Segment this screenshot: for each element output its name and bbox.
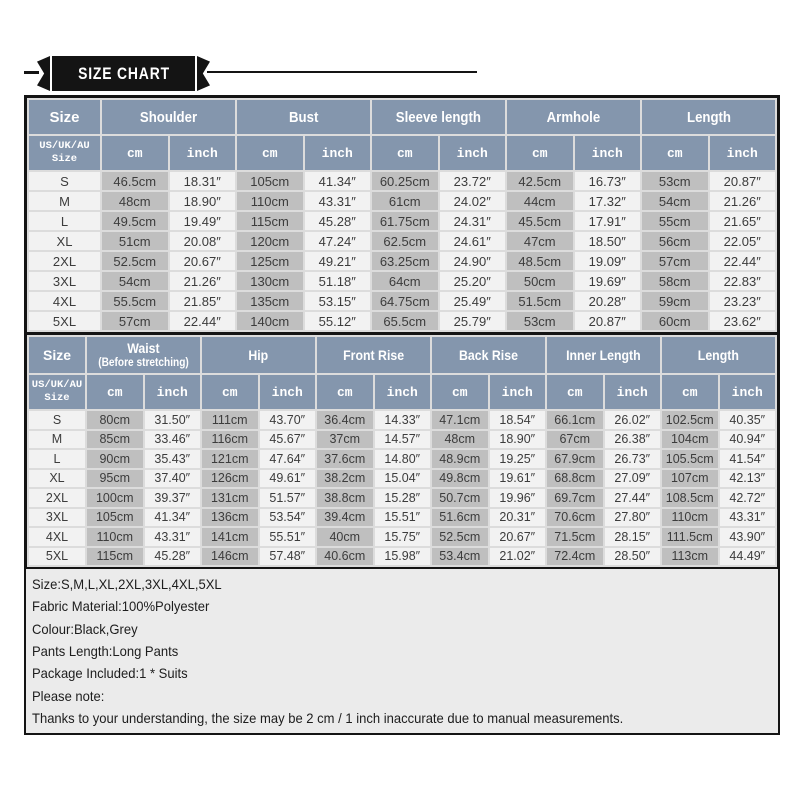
inch-value-cell: 15.98″ [375, 548, 431, 566]
inch-value-cell: 42.13″ [720, 470, 776, 488]
cm-value-cell: 48cm [102, 192, 168, 210]
inch-value-cell: 15.75″ [375, 528, 431, 546]
cm-value-cell: 102.5cm [662, 411, 718, 429]
inch-value-cell: 18.31″ [170, 172, 236, 190]
inch-value-cell: 39.37″ [145, 489, 201, 507]
size-row [29, 212, 775, 230]
size-row [29, 431, 775, 449]
cm-value-cell: 67.9cm [547, 450, 603, 468]
group-header-label: Armhole [546, 108, 601, 126]
inch-value-cell: 33.46″ [145, 431, 201, 449]
notes-panel [24, 567, 780, 735]
inch-value-cell: 20.28″ [575, 292, 641, 310]
unit-cm-header: cm [102, 136, 168, 170]
group-header [547, 337, 660, 373]
inch-value-cell: 19.61″ [490, 470, 546, 488]
unit-cm-header: cm [87, 375, 143, 409]
cm-value-cell: 38.2cm [317, 470, 373, 488]
cm-value-cell: 115cm [87, 548, 143, 566]
group-header [507, 100, 640, 134]
banner-title: SIZE CHART [77, 63, 170, 83]
inch-value-cell: 28.15″ [605, 528, 661, 546]
cm-value-cell: 50cm [507, 272, 573, 290]
inch-value-cell: 43.90″ [720, 528, 776, 546]
inch-value-cell: 27.09″ [605, 470, 661, 488]
size-row [29, 232, 775, 250]
cm-value-cell: 51.6cm [432, 509, 488, 527]
cm-value-cell: 55.5cm [102, 292, 168, 310]
group-header-label: Length [686, 108, 731, 126]
header-units-row [29, 375, 775, 409]
cm-value-cell: 105cm [237, 172, 303, 190]
inch-value-cell: 43.70″ [260, 411, 316, 429]
cm-value-cell: 60cm [642, 312, 708, 330]
cm-value-cell: 69.7cm [547, 489, 603, 507]
inch-value-cell: 26.73″ [605, 450, 661, 468]
cm-value-cell: 66.1cm [547, 411, 603, 429]
size-row [29, 172, 775, 190]
size-row [29, 528, 775, 546]
size-cell: 4XL [29, 292, 100, 310]
inch-value-cell: 55.51″ [260, 528, 316, 546]
inch-value-cell: 18.90″ [490, 431, 546, 449]
inch-value-cell: 19.09″ [575, 252, 641, 270]
cm-value-cell: 140cm [237, 312, 303, 330]
inch-value-cell: 31.50″ [145, 411, 201, 429]
inch-value-cell: 45.28″ [145, 548, 201, 566]
inch-value-cell: 22.83″ [710, 272, 776, 290]
unit-cm-header: cm [202, 375, 258, 409]
cm-value-cell: 111.5cm [662, 528, 718, 546]
group-header-label: Front Rise [343, 347, 404, 363]
inch-value-cell: 18.50″ [575, 232, 641, 250]
inch-value-cell: 19.96″ [490, 489, 546, 507]
cm-value-cell: 53cm [642, 172, 708, 190]
cm-value-cell: 53.4cm [432, 548, 488, 566]
inch-value-cell: 51.18″ [305, 272, 371, 290]
size-cell: M [29, 192, 100, 210]
size-cell: S [29, 411, 85, 429]
size-cell: XL [29, 232, 100, 250]
cm-value-cell: 56cm [642, 232, 708, 250]
cm-value-cell: 51cm [102, 232, 168, 250]
inch-value-cell: 53.54″ [260, 509, 316, 527]
cm-value-cell: 136cm [202, 509, 258, 527]
unit-inch-header: inch [720, 375, 776, 409]
banner-rule-line [207, 71, 477, 73]
cm-value-cell: 51.5cm [507, 292, 573, 310]
inch-value-cell: 23.23″ [710, 292, 776, 310]
inch-value-cell: 16.73″ [575, 172, 641, 190]
inch-value-cell: 40.94″ [720, 431, 776, 449]
group-header-sublabel: (Before stretching) [98, 356, 189, 369]
cm-value-cell: 50.7cm [432, 489, 488, 507]
size-standard-line1: US/UK/AU [31, 378, 83, 391]
group-header [432, 337, 545, 373]
cm-value-cell: 130cm [237, 272, 303, 290]
inch-value-cell: 43.31″ [145, 528, 201, 546]
group-header [202, 337, 315, 373]
inch-value-cell: 17.32″ [575, 192, 641, 210]
cm-value-cell: 48.9cm [432, 450, 488, 468]
size-chart-ribbon [52, 56, 195, 91]
note-line: Fabric Material:100%Polyester [32, 598, 210, 615]
cm-value-cell: 125cm [237, 252, 303, 270]
inch-value-cell: 24.02″ [440, 192, 506, 210]
inch-value-cell: 24.61″ [440, 232, 506, 250]
inch-value-cell: 20.08″ [170, 232, 236, 250]
size-standard-line2: Size [44, 392, 70, 404]
inch-value-cell: 45.67″ [260, 431, 316, 449]
unit-inch-header: inch [710, 136, 776, 170]
cm-value-cell: 115cm [237, 212, 303, 230]
inch-value-cell: 43.31″ [305, 192, 371, 210]
size-cell: 2XL [29, 489, 85, 507]
inch-value-cell: 20.31″ [490, 509, 546, 527]
cm-value-cell: 65.5cm [372, 312, 438, 330]
inch-value-cell: 14.80″ [375, 450, 431, 468]
inch-value-cell: 24.31″ [440, 212, 506, 230]
inch-value-cell: 41.34″ [305, 172, 371, 190]
cm-value-cell: 70.6cm [547, 509, 603, 527]
group-header [237, 100, 370, 134]
table-header [29, 100, 775, 170]
header-group-row [29, 337, 775, 373]
size-standard-line2: Size [51, 153, 78, 165]
cm-value-cell: 121cm [202, 450, 258, 468]
inch-value-cell: 43.31″ [720, 509, 776, 527]
cm-value-cell: 85cm [87, 431, 143, 449]
unit-cm-header: cm [547, 375, 603, 409]
unit-cm-header: cm [642, 136, 708, 170]
note-line: Pants Length:Long Pants [32, 642, 179, 659]
inch-value-cell: 25.20″ [440, 272, 506, 290]
group-header [87, 337, 200, 373]
inch-value-cell: 41.54″ [720, 450, 776, 468]
cm-value-cell: 54cm [642, 192, 708, 210]
group-header [102, 100, 235, 134]
inch-value-cell: 55.12″ [305, 312, 371, 330]
size-row [29, 272, 775, 290]
size-row [29, 470, 775, 488]
unit-inch-header: inch [440, 136, 506, 170]
unit-inch-header: inch [170, 136, 236, 170]
inch-value-cell: 37.40″ [145, 470, 201, 488]
inch-value-cell: 57.48″ [260, 548, 316, 566]
inch-value-cell: 20.67″ [170, 252, 236, 270]
cm-value-cell: 61.75cm [372, 212, 438, 230]
size-cell: 5XL [29, 312, 100, 330]
cm-value-cell: 55cm [642, 212, 708, 230]
group-header-label: Hip [248, 347, 269, 363]
cm-value-cell: 68.8cm [547, 470, 603, 488]
inch-value-cell: 45.28″ [305, 212, 371, 230]
inch-value-cell: 22.05″ [710, 232, 776, 250]
size-cell: 2XL [29, 252, 100, 270]
cm-value-cell: 135cm [237, 292, 303, 310]
cm-value-cell: 44cm [507, 192, 573, 210]
cm-value-cell: 46.5cm [102, 172, 168, 190]
group-header [317, 337, 430, 373]
inch-value-cell: 44.49″ [720, 548, 776, 566]
group-header-label: Waist [127, 339, 160, 356]
group-header-label: Shoulder [139, 108, 198, 126]
cm-value-cell: 60.25cm [372, 172, 438, 190]
size-cell: 5XL [29, 548, 85, 566]
inch-value-cell: 22.44″ [710, 252, 776, 270]
cm-value-cell: 48.5cm [507, 252, 573, 270]
header-group-row [29, 100, 775, 134]
cm-value-cell: 107cm [662, 470, 718, 488]
inch-value-cell: 18.90″ [170, 192, 236, 210]
table-body [29, 411, 775, 565]
group-header-label: Bust [288, 108, 319, 126]
cm-value-cell: 61cm [372, 192, 438, 210]
unit-cm-header: cm [432, 375, 488, 409]
size-cell: 3XL [29, 509, 85, 527]
size-cell: M [29, 431, 85, 449]
cm-value-cell: 105.5cm [662, 450, 718, 468]
size-column-header: Size [29, 337, 85, 373]
cm-value-cell: 108.5cm [662, 489, 718, 507]
ribbon-right-tail-icon [197, 56, 210, 91]
cm-value-cell: 64.75cm [372, 292, 438, 310]
unit-cm-header: cm [662, 375, 718, 409]
inch-value-cell: 47.64″ [260, 450, 316, 468]
size-row [29, 312, 775, 330]
cm-value-cell: 48cm [432, 431, 488, 449]
inch-value-cell: 22.44″ [170, 312, 236, 330]
cm-value-cell: 131cm [202, 489, 258, 507]
unit-cm-header: cm [237, 136, 303, 170]
bottom-size-table [27, 335, 777, 567]
size-cell: L [29, 450, 85, 468]
cm-value-cell: 49.8cm [432, 470, 488, 488]
inch-value-cell: 20.67″ [490, 528, 546, 546]
size-cell: S [29, 172, 100, 190]
inch-value-cell: 49.61″ [260, 470, 316, 488]
size-row [29, 509, 775, 527]
cm-value-cell: 40cm [317, 528, 373, 546]
group-header [372, 100, 505, 134]
cm-value-cell: 113cm [662, 548, 718, 566]
size-cell: 4XL [29, 528, 85, 546]
group-header-label: Sleeve length [395, 108, 482, 126]
size-cell: L [29, 212, 100, 230]
cm-value-cell: 110cm [662, 509, 718, 527]
cm-value-cell: 47cm [507, 232, 573, 250]
header-units-row [29, 136, 775, 170]
cm-value-cell: 67cm [547, 431, 603, 449]
inch-value-cell: 19.69″ [575, 272, 641, 290]
group-header-label: Back Rise [459, 347, 518, 363]
inch-value-cell: 21.26″ [170, 272, 236, 290]
cm-value-cell: 62.5cm [372, 232, 438, 250]
table-header [29, 337, 775, 409]
cm-value-cell: 146cm [202, 548, 258, 566]
inch-value-cell: 40.35″ [720, 411, 776, 429]
inch-value-cell: 26.38″ [605, 431, 661, 449]
size-row [29, 548, 775, 566]
unit-cm-header: cm [507, 136, 573, 170]
note-line: Package Included:1 * Suits [32, 665, 188, 682]
cm-value-cell: 37.6cm [317, 450, 373, 468]
inch-value-cell: 21.85″ [170, 292, 236, 310]
inch-value-cell: 23.72″ [440, 172, 506, 190]
size-row [29, 252, 775, 270]
unit-inch-header: inch [375, 375, 431, 409]
inch-value-cell: 35.43″ [145, 450, 201, 468]
inch-value-cell: 23.62″ [710, 312, 776, 330]
unit-inch-header: inch [305, 136, 371, 170]
unit-inch-header: inch [490, 375, 546, 409]
inch-value-cell: 19.49″ [170, 212, 236, 230]
size-standard-line1: US/UK/AU [39, 139, 90, 152]
inch-value-cell: 28.50″ [605, 548, 661, 566]
size-standard-header [29, 136, 100, 170]
cm-value-cell: 126cm [202, 470, 258, 488]
unit-cm-header: cm [372, 136, 438, 170]
top-size-table-wrap [24, 95, 780, 335]
inch-value-cell: 20.87″ [710, 172, 776, 190]
cm-value-cell: 57cm [102, 312, 168, 330]
inch-value-cell: 25.79″ [440, 312, 506, 330]
group-header-label: Inner Length [566, 347, 641, 363]
cm-value-cell: 45.5cm [507, 212, 573, 230]
inch-value-cell: 15.51″ [375, 509, 431, 527]
inch-value-cell: 51.57″ [260, 489, 316, 507]
inch-value-cell: 20.87″ [575, 312, 641, 330]
cm-value-cell: 116cm [202, 431, 258, 449]
cm-value-cell: 141cm [202, 528, 258, 546]
unit-inch-header: inch [145, 375, 201, 409]
unit-inch-header: inch [605, 375, 661, 409]
size-column-header: Size [29, 100, 100, 134]
cm-value-cell: 110cm [87, 528, 143, 546]
cm-value-cell: 52.5cm [102, 252, 168, 270]
inch-value-cell: 21.26″ [710, 192, 776, 210]
cm-value-cell: 37cm [317, 431, 373, 449]
cm-value-cell: 59cm [642, 292, 708, 310]
bottom-size-table-wrap [24, 332, 780, 570]
inch-value-cell: 15.28″ [375, 489, 431, 507]
cm-value-cell: 105cm [87, 509, 143, 527]
cm-value-cell: 54cm [102, 272, 168, 290]
cm-value-cell: 110cm [237, 192, 303, 210]
inch-value-cell: 14.57″ [375, 431, 431, 449]
size-row [29, 292, 775, 310]
cm-value-cell: 72.4cm [547, 548, 603, 566]
inch-value-cell: 21.02″ [490, 548, 546, 566]
note-line: Thanks to your understanding, the size may be 2 cm / 1 inch inaccurate due to manual measurements. [32, 709, 624, 726]
inch-value-cell: 47.24″ [305, 232, 371, 250]
cm-value-cell: 49.5cm [102, 212, 168, 230]
unit-cm-header: cm [317, 375, 373, 409]
inch-value-cell: 53.15″ [305, 292, 371, 310]
cm-value-cell: 57cm [642, 252, 708, 270]
cm-value-cell: 58cm [642, 272, 708, 290]
cm-value-cell: 53cm [507, 312, 573, 330]
inch-value-cell: 49.21″ [305, 252, 371, 270]
cm-value-cell: 100cm [87, 489, 143, 507]
cm-value-cell: 40.6cm [317, 548, 373, 566]
cm-value-cell: 71.5cm [547, 528, 603, 546]
inch-value-cell: 19.25″ [490, 450, 546, 468]
inch-value-cell: 26.02″ [605, 411, 661, 429]
top-size-table [27, 98, 777, 332]
cm-value-cell: 120cm [237, 232, 303, 250]
size-row [29, 192, 775, 210]
inch-value-cell: 27.44″ [605, 489, 661, 507]
cm-value-cell: 111cm [202, 411, 258, 429]
note-line: Please note: [32, 687, 105, 704]
cm-value-cell: 52.5cm [432, 528, 488, 546]
inch-value-cell: 25.49″ [440, 292, 506, 310]
cm-value-cell: 39.4cm [317, 509, 373, 527]
size-cell: XL [29, 470, 85, 488]
group-header [662, 337, 775, 373]
unit-inch-header: inch [575, 136, 641, 170]
inch-value-cell: 17.91″ [575, 212, 641, 230]
cm-value-cell: 104cm [662, 431, 718, 449]
size-standard-header [29, 375, 85, 409]
unit-inch-header: inch [260, 375, 316, 409]
cm-value-cell: 38.8cm [317, 489, 373, 507]
cm-value-cell: 47.1cm [432, 411, 488, 429]
cm-value-cell: 63.25cm [372, 252, 438, 270]
cm-value-cell: 95cm [87, 470, 143, 488]
cm-value-cell: 42.5cm [507, 172, 573, 190]
inch-value-cell: 24.90″ [440, 252, 506, 270]
inch-value-cell: 42.72″ [720, 489, 776, 507]
group-header [642, 100, 775, 134]
size-row [29, 450, 775, 468]
inch-value-cell: 21.65″ [710, 212, 776, 230]
table-body [29, 172, 775, 330]
banner-left-dash [24, 71, 39, 74]
cm-value-cell: 90cm [87, 450, 143, 468]
cm-value-cell: 36.4cm [317, 411, 373, 429]
group-header-label: Length [697, 347, 740, 363]
inch-value-cell: 41.34″ [145, 509, 201, 527]
inch-value-cell: 14.33″ [375, 411, 431, 429]
inch-value-cell: 27.80″ [605, 509, 661, 527]
size-cell: 3XL [29, 272, 100, 290]
cm-value-cell: 64cm [372, 272, 438, 290]
note-line: Colour:Black,Grey [32, 620, 138, 637]
inch-value-cell: 15.04″ [375, 470, 431, 488]
inch-value-cell: 18.54″ [490, 411, 546, 429]
size-row [29, 411, 775, 429]
size-row [29, 489, 775, 507]
note-line: Size:S,M,L,XL,2XL,3XL,4XL,5XL [32, 576, 222, 592]
cm-value-cell: 80cm [87, 411, 143, 429]
